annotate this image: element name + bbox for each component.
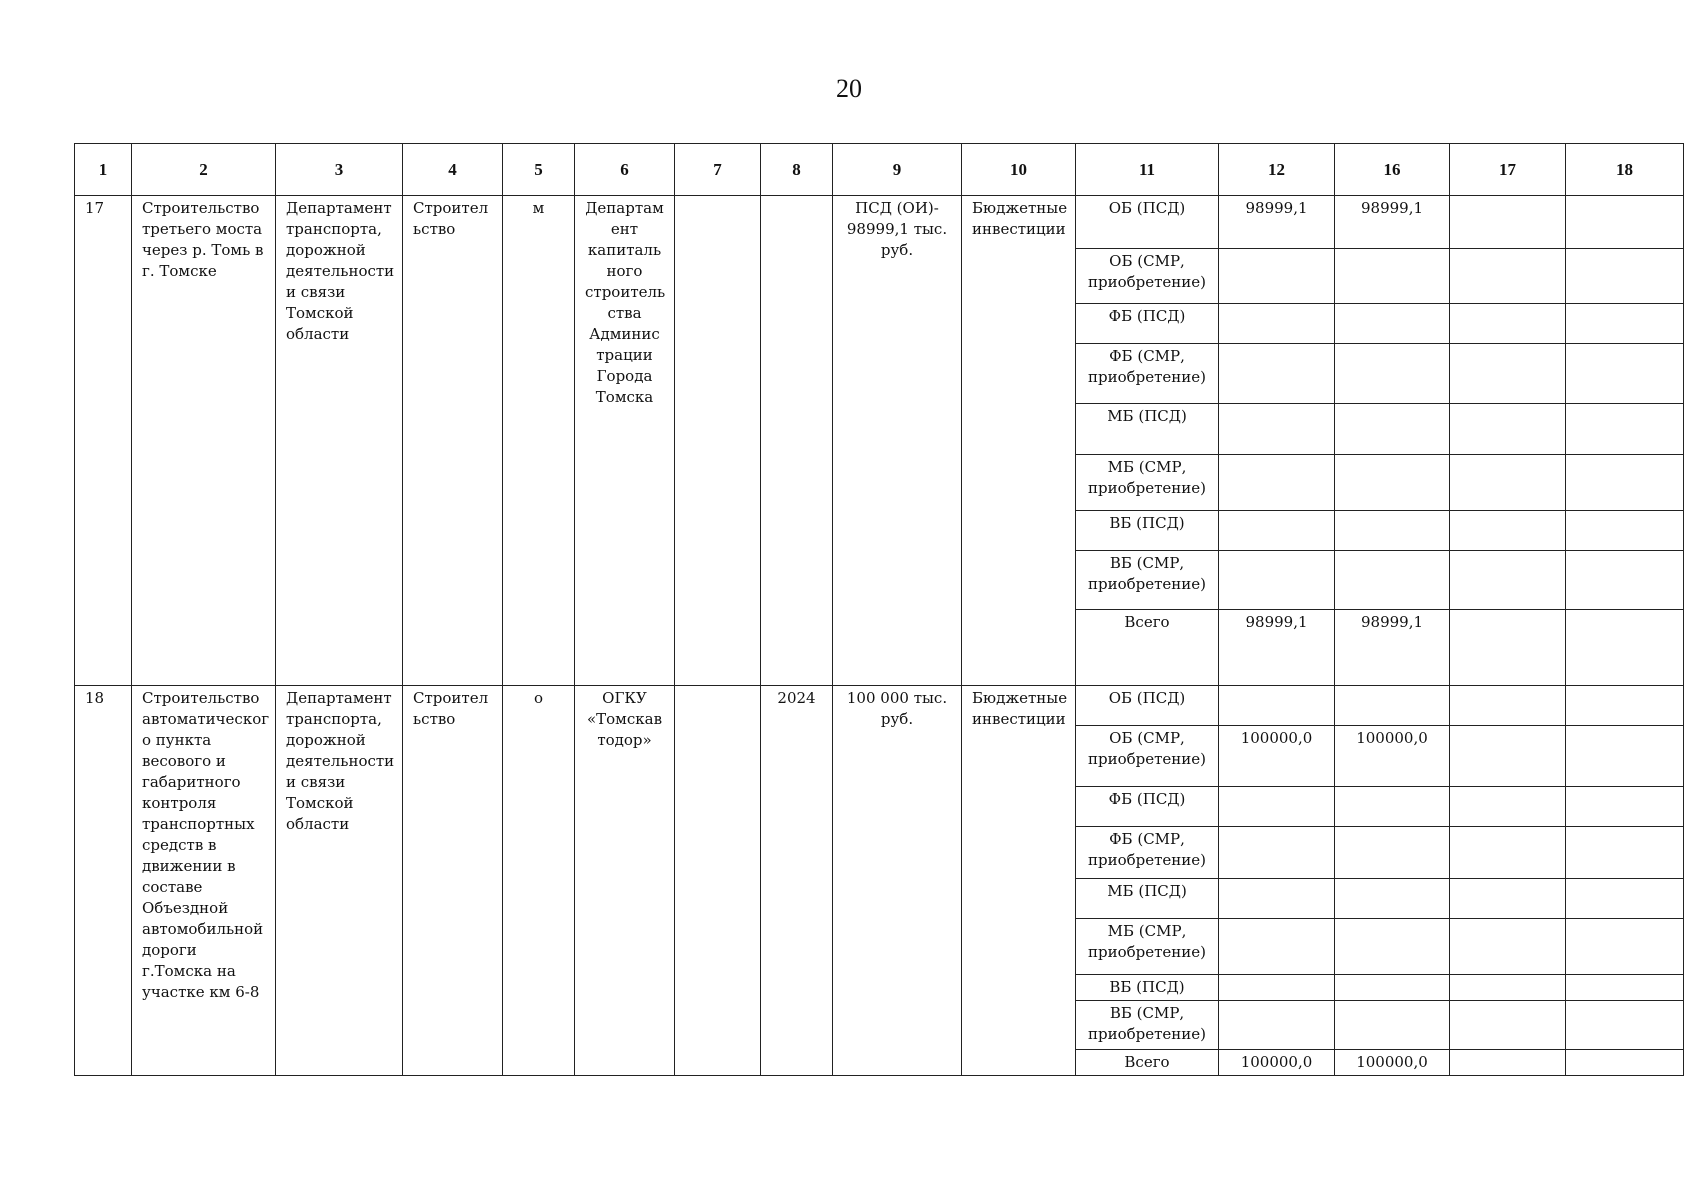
value-cell-17 [1450, 610, 1566, 686]
value-cell-17 [1450, 726, 1566, 787]
value-cell-17 [1450, 686, 1566, 726]
header-cell: 2 [132, 144, 276, 196]
value-cell-18 [1566, 1050, 1684, 1076]
value-cell-18 [1566, 610, 1684, 686]
value-cell-17 [1450, 879, 1566, 919]
column-7-cell [675, 196, 761, 686]
object-type-cell: Строител ьство [403, 196, 503, 686]
funding-source-cell: ВБ (ПСД) [1076, 975, 1219, 1001]
value-cell-17 [1450, 455, 1566, 511]
executor-cell: ОГКУ «Томскав тодор» [575, 686, 675, 1076]
value-cell-17 [1450, 827, 1566, 879]
value-cell-12 [1219, 686, 1335, 726]
value-cell-16 [1335, 344, 1450, 404]
value-cell-16 [1335, 827, 1450, 879]
value-cell-17 [1450, 1050, 1566, 1076]
value-cell-18 [1566, 686, 1684, 726]
header-cell: 3 [276, 144, 403, 196]
value-cell-18 [1566, 827, 1684, 879]
value-cell-16: 100000,0 [1335, 726, 1450, 787]
value-cell-18 [1566, 551, 1684, 610]
table-body [75, 196, 1684, 1076]
funding-source-cell: Всего [1076, 610, 1219, 686]
funding-source-cell: ФБ (ПСД) [1076, 304, 1219, 344]
value-cell-17 [1450, 787, 1566, 827]
header-row [75, 144, 1684, 196]
value-cell-12: 98999,1 [1219, 610, 1335, 686]
funding-source-cell: ОБ (СМР, приобретение) [1076, 249, 1219, 304]
value-cell-17 [1450, 196, 1566, 249]
funding-source-cell: МБ (ПСД) [1076, 879, 1219, 919]
object-type-cell: Строител ьство [403, 686, 503, 1076]
header-cell: 6 [575, 144, 675, 196]
value-cell-12 [1219, 919, 1335, 975]
value-cell-17 [1450, 551, 1566, 610]
financing-type-cell: Бюджетные инвестиции [962, 196, 1076, 686]
value-cell-16 [1335, 304, 1450, 344]
value-cell-16: 98999,1 [1335, 610, 1450, 686]
value-cell-12 [1219, 551, 1335, 610]
value-cell-16 [1335, 879, 1450, 919]
value-cell-16 [1335, 1001, 1450, 1050]
value-cell-12: 100000,0 [1219, 1050, 1335, 1076]
customer-cell: Департамент транспорта, дорожной деятельности и связи Томской области [276, 196, 403, 686]
year-cell [761, 196, 833, 686]
value-cell-16 [1335, 404, 1450, 455]
funding-source-cell: ОБ (ПСД) [1076, 196, 1219, 249]
value-cell-12 [1219, 344, 1335, 404]
object-name-cell: Строительство автоматическог о пункта весового и габаритного контроля транспортных средств в движении в составе Объездной автомобильной дороги г.Томска на участке км 6-8 [132, 686, 276, 1076]
value-cell-12: 98999,1 [1219, 196, 1335, 249]
header-cell: 1 [75, 144, 132, 196]
value-cell-12 [1219, 975, 1335, 1001]
value-cell-12 [1219, 511, 1335, 551]
value-cell-12 [1219, 249, 1335, 304]
value-cell-16 [1335, 919, 1450, 975]
value-cell-18 [1566, 919, 1684, 975]
table-row [75, 196, 1684, 249]
value-cell-18 [1566, 511, 1684, 551]
year-cell: 2024 [761, 686, 833, 1076]
value-cell-17 [1450, 249, 1566, 304]
header-cell: 11 [1076, 144, 1219, 196]
header-cell: 9 [833, 144, 962, 196]
column-5-cell: м [503, 196, 575, 686]
row-number-cell: 18 [75, 686, 132, 1076]
header-cell: 10 [962, 144, 1076, 196]
value-cell-18 [1566, 1001, 1684, 1050]
value-cell-18 [1566, 975, 1684, 1001]
page-number: 20 [836, 74, 862, 103]
value-cell-16 [1335, 686, 1450, 726]
value-cell-18 [1566, 196, 1684, 249]
funding-source-cell: МБ (СМР, приобретение) [1076, 455, 1219, 511]
value-cell-17 [1450, 919, 1566, 975]
object-name-cell: Строительство третьего моста через р. Томь в г. Томске [132, 196, 276, 686]
header-cell: 18 [1566, 144, 1684, 196]
header-cell: 5 [503, 144, 575, 196]
value-cell-17 [1450, 975, 1566, 1001]
funding-source-cell: Всего [1076, 1050, 1219, 1076]
value-cell-12 [1219, 879, 1335, 919]
value-cell-18 [1566, 787, 1684, 827]
value-cell-18 [1566, 455, 1684, 511]
value-cell-17 [1450, 304, 1566, 344]
financing-type-cell: Бюджетные инвестиции [962, 686, 1076, 1076]
table-row [75, 686, 1684, 726]
value-cell-17 [1450, 511, 1566, 551]
executor-cell: Департам ент капиталь ного строитель ства Админис трации Города Томска [575, 196, 675, 686]
value-cell-18 [1566, 726, 1684, 787]
value-cell-16 [1335, 975, 1450, 1001]
value-cell-12 [1219, 827, 1335, 879]
funding-source-cell: ВБ (СМР, приобретение) [1076, 551, 1219, 610]
value-cell-12: 100000,0 [1219, 726, 1335, 787]
header-cell: 4 [403, 144, 503, 196]
funding-source-cell: ВБ (ПСД) [1076, 511, 1219, 551]
capacity-cost-cell: 100 000 тыс. руб. [833, 686, 962, 1076]
funding-source-cell: МБ (ПСД) [1076, 404, 1219, 455]
funding-source-cell: ФБ (ПСД) [1076, 787, 1219, 827]
value-cell-16 [1335, 249, 1450, 304]
value-cell-12 [1219, 304, 1335, 344]
customer-cell: Департамент транспорта, дорожной деятельности и связи Томской области [276, 686, 403, 1076]
value-cell-16: 100000,0 [1335, 1050, 1450, 1076]
column-5-cell: о [503, 686, 575, 1076]
value-cell-12 [1219, 455, 1335, 511]
value-cell-16: 98999,1 [1335, 196, 1450, 249]
header-cell: 7 [675, 144, 761, 196]
funding-source-cell: ВБ (СМР, приобретение) [1076, 1001, 1219, 1050]
column-7-cell [675, 686, 761, 1076]
value-cell-18 [1566, 404, 1684, 455]
funding-source-cell: МБ (СМР, приобретение) [1076, 919, 1219, 975]
value-cell-18 [1566, 304, 1684, 344]
header-cell: 12 [1219, 144, 1335, 196]
funding-source-cell: ФБ (СМР, приобретение) [1076, 344, 1219, 404]
value-cell-17 [1450, 1001, 1566, 1050]
header-cell: 8 [761, 144, 833, 196]
value-cell-18 [1566, 249, 1684, 304]
value-cell-12 [1219, 404, 1335, 455]
value-cell-12 [1219, 1001, 1335, 1050]
header-cell: 17 [1450, 144, 1566, 196]
investment-table [74, 143, 1684, 1076]
funding-source-cell: ОБ (ПСД) [1076, 686, 1219, 726]
capacity-cost-cell: ПСД (ОИ)- 98999,1 тыс. руб. [833, 196, 962, 686]
value-cell-16 [1335, 551, 1450, 610]
funding-source-cell: ОБ (СМР, приобретение) [1076, 726, 1219, 787]
value-cell-16 [1335, 455, 1450, 511]
funding-source-cell: ФБ (СМР, приобретение) [1076, 827, 1219, 879]
value-cell-12 [1219, 787, 1335, 827]
row-number-cell: 17 [75, 196, 132, 686]
value-cell-16 [1335, 511, 1450, 551]
value-cell-17 [1450, 344, 1566, 404]
value-cell-18 [1566, 344, 1684, 404]
value-cell-18 [1566, 879, 1684, 919]
value-cell-16 [1335, 787, 1450, 827]
header-cell: 16 [1335, 144, 1450, 196]
value-cell-17 [1450, 404, 1566, 455]
